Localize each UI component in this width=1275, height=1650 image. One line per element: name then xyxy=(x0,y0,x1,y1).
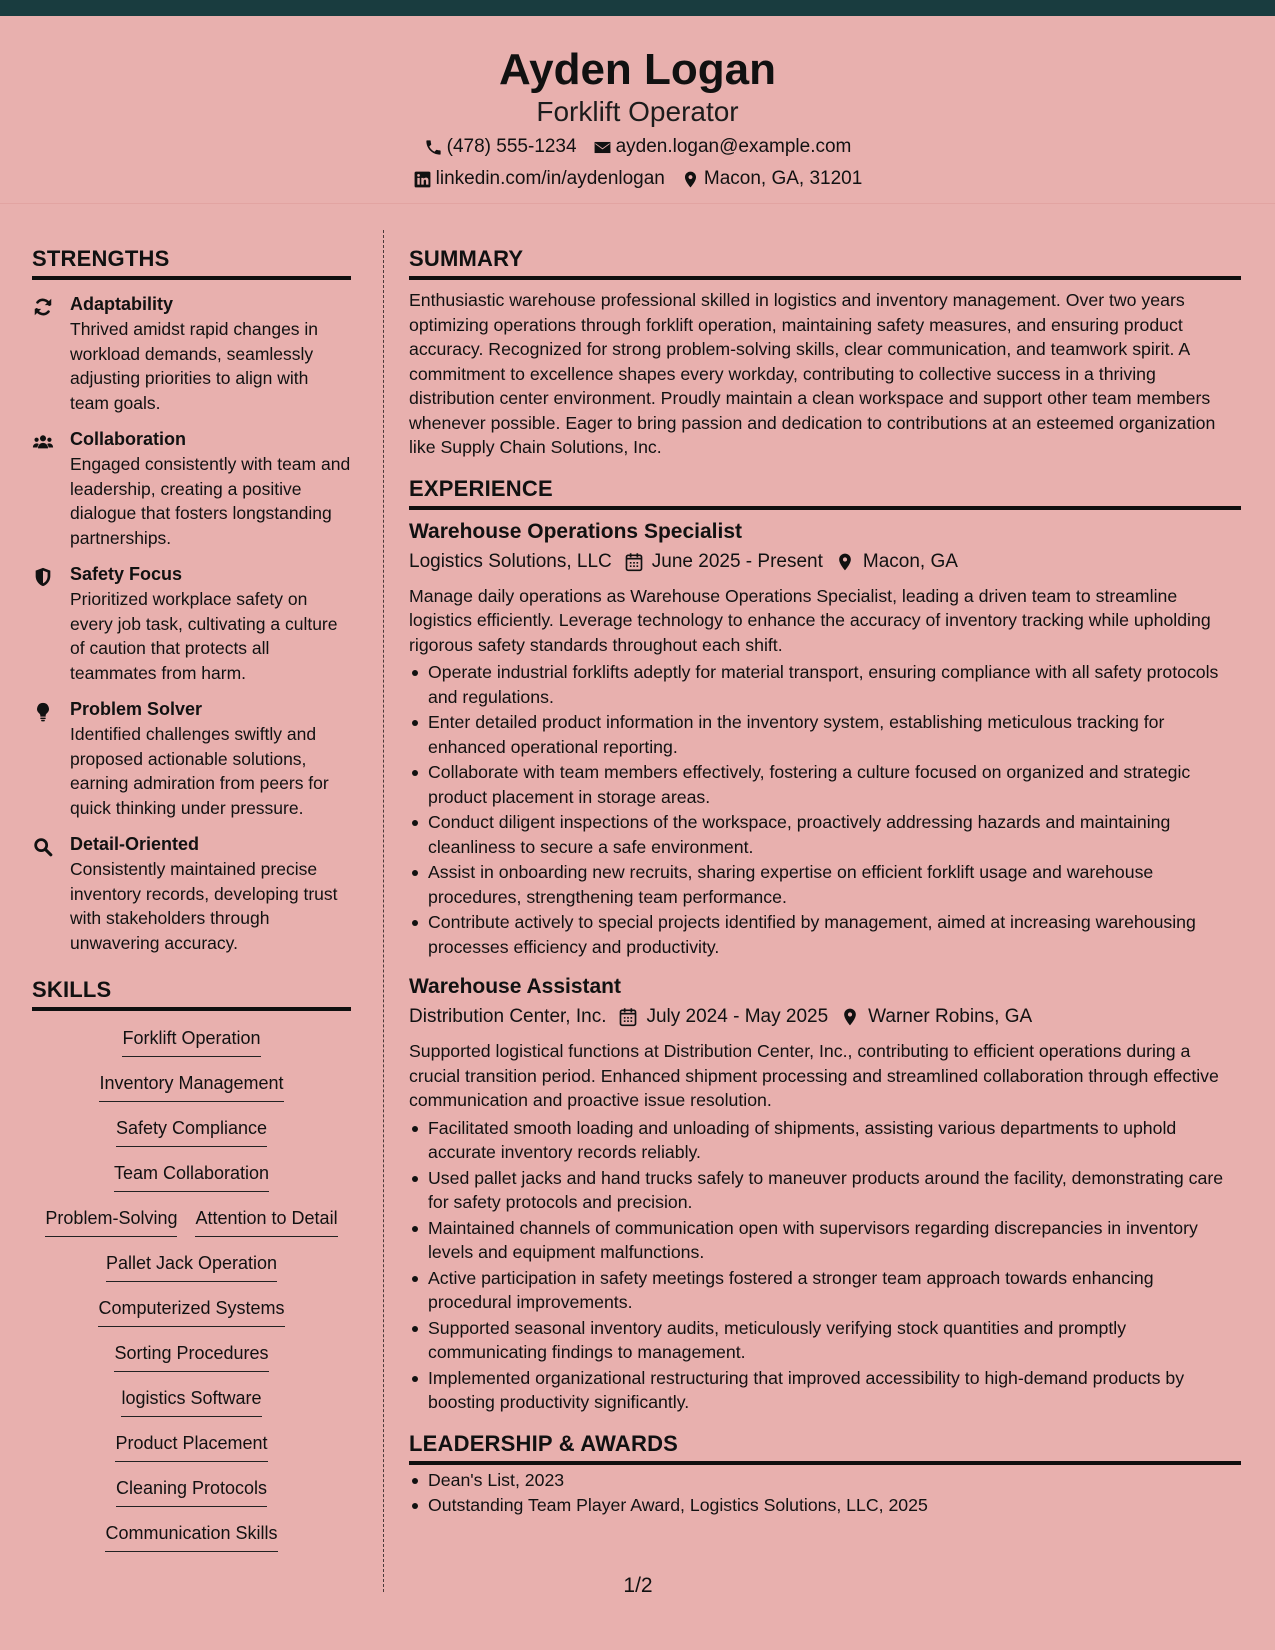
job-entry xyxy=(409,973,1241,1415)
strength-description: Engaged consistently with team and leadership, creating a positive dialogue that fosters longstanding partnerships. xyxy=(70,454,351,548)
company-name: Distribution Center, Inc. xyxy=(409,1006,607,1027)
linkedin-text: linkedin.com/in/aydenlogan xyxy=(435,168,665,189)
strengths-heading: STRENGTHS xyxy=(32,244,351,280)
strength-description: Identified challenges swiftly and proposed actionable solutions, earning admiration from peers for quick thinking under pressure. xyxy=(70,724,329,818)
strength-description: Consistently maintained precise inventory records, developing trust with stakeholders through unwavering accuracy. xyxy=(70,859,338,953)
contact-row-secondary xyxy=(0,166,1275,192)
award-item: Dean's List, 2023 xyxy=(409,1468,1241,1493)
job-entry xyxy=(409,518,1241,960)
job-bullet: Enter detailed product information in the inventory system, establishing meticulous tracking for enhanced operational reporting. xyxy=(409,710,1241,759)
strengths-section xyxy=(32,244,351,955)
experience-section xyxy=(409,474,1241,1415)
contact-row-primary xyxy=(0,134,1275,160)
skill-tag: Pallet Jack Operation xyxy=(106,1250,277,1282)
job-title: Warehouse Assistant xyxy=(409,975,621,998)
summary-section xyxy=(409,244,1241,460)
map-pin-icon xyxy=(681,170,700,189)
strength-item xyxy=(32,427,351,550)
left-column xyxy=(32,244,351,1552)
award-item: Outstanding Team Player Award, Logistics Solutions, LLC, 2025 xyxy=(409,1493,1241,1518)
job-bullet: Used pallet jacks and hand trucks safely to maneuver products around the facility, demonstrating care for safety protocols and precision. xyxy=(409,1166,1241,1215)
phone-text: (478) 555-1234 xyxy=(446,136,577,157)
job-bullet: Assist in onboarding new recruits, sharing expertise on efficient forklift usage and warehouse procedures, strengthening team performance. xyxy=(409,860,1241,909)
job-title: Warehouse Operations Specialist xyxy=(409,519,742,543)
job-bullet: Facilitated smooth loading and unloading of shipments, assisting various departments to uphold accurate inventory records reliably. xyxy=(409,1116,1241,1165)
skill-tag: Inventory Management xyxy=(99,1070,283,1102)
strength-title: Collaboration xyxy=(70,429,186,449)
skill-tag: Problem-Solving xyxy=(45,1205,177,1237)
job-bullet: Operate industrial forklifts adeptly for material transport, ensuring compliance with all safety protocols and regulations. xyxy=(409,660,1241,709)
job-dates: July 2024 - May 2025 xyxy=(646,1006,829,1027)
phone-icon xyxy=(424,138,443,157)
strength-title: Problem Solver xyxy=(70,699,203,719)
envelope-icon xyxy=(593,138,612,157)
job-location: Warner Robins, GA xyxy=(868,1006,1033,1027)
skill-tag: Team Collaboration xyxy=(114,1160,269,1192)
resume-header xyxy=(0,16,1275,204)
skill-tag: Sorting Procedures xyxy=(114,1340,268,1372)
job-bullets xyxy=(409,660,1241,959)
skills-heading: SKILLS xyxy=(32,975,351,1011)
candidate-name: Ayden Logan xyxy=(498,45,777,94)
email-contact[interactable] xyxy=(593,134,852,160)
summary-text: Enthusiastic warehouse professional skilled in logistics and inventory management. Over two years optimizing operations through forklift operation, maintaining safety measures, and ensuring product accuracy. Recognized for strong problem-solving skills, clear communication, and teamwork spirit. A commitment to excellence shapes every workday, contributing to collective success in a thriving distribution center environment. Proudly maintain a clean workspace and support other team members whenever possible. Eager to bring passion and dedication to contributions at an esteemed organization like Supply Chain Solutions, Inc. xyxy=(409,290,1216,457)
map-pin-icon xyxy=(835,552,855,572)
strength-title: Safety Focus xyxy=(70,564,183,584)
location-contact xyxy=(681,166,862,192)
linkedin-icon xyxy=(413,170,432,189)
top-accent-bar xyxy=(0,0,1275,16)
skill-tag: Safety Compliance xyxy=(116,1115,267,1147)
job-bullet: Conduct diligent inspections of the workspace, proactively addressing hazards and maintaining cleanliness to secure a safe environment. xyxy=(409,810,1241,859)
linkedin-contact[interactable] xyxy=(413,166,665,192)
shield-icon xyxy=(32,562,70,685)
refresh-icon xyxy=(32,292,70,415)
skill-tag: Product Placement xyxy=(115,1430,267,1462)
strength-title: Adaptability xyxy=(70,294,174,314)
location-text: Macon, GA, 31201 xyxy=(703,168,863,189)
job-bullet: Contribute actively to special projects identified by management, aimed at increasing warehousing processes efficiency and productivity. xyxy=(409,910,1241,959)
strength-item xyxy=(32,832,351,955)
company-name: Logistics Solutions, LLC xyxy=(409,550,612,572)
summary-heading: SUMMARY xyxy=(409,244,1241,280)
strength-item xyxy=(32,697,351,820)
candidate-title: Forklift Operator xyxy=(536,96,739,127)
skill-tag: Cleaning Protocols xyxy=(116,1475,267,1507)
awards-heading: LEADERSHIP & AWARDS xyxy=(409,1429,1241,1465)
calendar-icon xyxy=(618,1007,638,1027)
skill-tag: logistics Software xyxy=(121,1385,261,1417)
phone-contact xyxy=(424,134,577,160)
lightbulb-icon xyxy=(32,697,70,820)
page-number: 1/2 xyxy=(623,1574,653,1597)
job-bullet: Collaborate with team members effectively, fostering a culture focused on organized and strategic product placement in storage areas. xyxy=(409,760,1241,809)
strength-description: Prioritized workplace safety on every job task, cultivating a culture of caution that protects all teammates from harm. xyxy=(70,589,338,683)
map-pin-icon xyxy=(840,1007,860,1027)
job-description: Manage daily operations as Warehouse Operations Specialist, leading a driven team to streamline logistics efficiently. Leverage technology to enhance the accuracy of inventory tracking while upholding rigorous safety standards throughout each shift. xyxy=(409,585,1211,655)
skill-tag: Attention to Detail xyxy=(195,1205,337,1237)
users-icon xyxy=(32,427,70,550)
job-bullet: Active participation in safety meetings fostered a stronger team approach towards enhancing procedural improvements. xyxy=(409,1266,1241,1315)
job-meta xyxy=(409,1003,1241,1031)
strength-title: Detail-Oriented xyxy=(70,834,200,854)
job-bullets xyxy=(409,1116,1241,1415)
strength-item xyxy=(32,292,351,415)
job-location: Macon, GA xyxy=(862,550,958,572)
job-bullet: Maintained channels of communication open with supervisors regarding discrepancies in inventory levels and equipment malfunctions. xyxy=(409,1216,1241,1265)
skill-tag: Forklift Operation xyxy=(122,1025,260,1057)
experience-heading: EXPERIENCE xyxy=(409,474,1241,510)
job-meta xyxy=(409,548,1241,576)
calendar-icon xyxy=(624,552,644,572)
strength-description: Thrived amidst rapid changes in workload demands, seamlessly adjusting priorities to align with team goals. xyxy=(70,319,319,413)
awards-list xyxy=(409,1468,1241,1518)
job-description: Supported logistical functions at Distribution Center, Inc., contributing to efficient operations during a crucial transition period. Enhanced shipment processing and streamlined collaboration through effective communication and proactive issue resolution. xyxy=(409,1041,1219,1110)
job-bullet: Implemented organizational restructuring that improved accessibility to high-demand products by boosting productivity significantly. xyxy=(409,1366,1241,1415)
awards-section xyxy=(409,1429,1241,1518)
strength-item xyxy=(32,562,351,685)
job-dates: June 2025 - Present xyxy=(651,550,823,572)
search-icon xyxy=(32,832,70,955)
column-divider xyxy=(383,230,384,1592)
skill-tag: Communication Skills xyxy=(105,1520,277,1552)
right-column xyxy=(409,244,1241,1519)
job-bullet: Supported seasonal inventory audits, meticulously verifying stock quantities and promptly communicating findings to management. xyxy=(409,1316,1241,1365)
skills-section xyxy=(32,975,351,1552)
email-text: ayden.logan@example.com xyxy=(615,136,852,157)
skill-tag: Computerized Systems xyxy=(98,1295,284,1327)
